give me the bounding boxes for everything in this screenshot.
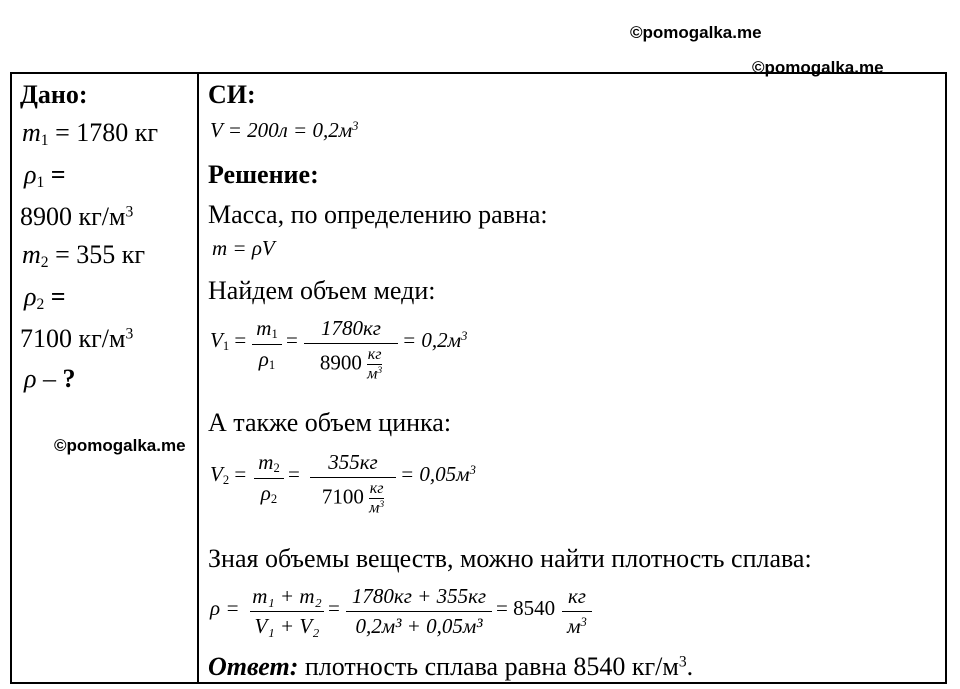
solution-text-copper: Найдем объем меди: (208, 276, 436, 305)
given-question: ρ – ? (24, 364, 76, 393)
formula-v2-frac-values: 355кг 7100 кг $м^3$ (310, 450, 396, 517)
given-rho2-value: 7100 $кг/м^3$ (20, 324, 134, 353)
formula-v1-eq: = (286, 328, 298, 352)
si-title: СИ: (208, 80, 256, 109)
formula-v1-result: = $0,2м^3$ (402, 328, 468, 352)
given-rho1-value: 8900 $кг/м^3$ (20, 202, 134, 231)
formula-density-frac-symbols: m₁ + m₂ V₁ + V₂ (250, 584, 324, 639)
given-rho2: $\rho_2$ = (24, 282, 66, 313)
formula-v2-frac-rho: $m_2$ $\rho_2$ (254, 450, 284, 507)
solution-title: Решение: (208, 160, 319, 189)
watermark-right: ©pomogalka.me (752, 58, 884, 77)
si-conversion: $V = 200л = 0,2м^3$ (210, 118, 359, 142)
formula-density-unit: кг $м^3$ (562, 584, 592, 639)
formula-density-left: ρ = (210, 596, 240, 620)
given-title: Дано: (20, 80, 88, 109)
solution-text-mass: Масса, по определению равна: (208, 200, 548, 229)
answer-line: Ответ: плотность сплава равна 8540 $кг/м^3$. (208, 652, 694, 681)
formula-density-eq: = (328, 596, 340, 620)
solution-table (10, 72, 947, 684)
formula-v1-frac-rho: $m_1$ $\rho_1$ (252, 316, 282, 373)
formula-density-frac-values: 1780кг + 355кг 0,2м³ + 0,05м³ (346, 584, 492, 639)
solution-text-density: Зная объемы веществ, можно найти плотность сплава: (208, 544, 812, 573)
given-rho1: $\rho_1$ = (24, 160, 66, 191)
formula-v2-result: = $0,05м^3$ (400, 462, 476, 486)
formula-density-result: = 8540 (496, 596, 556, 620)
formula-v2-left: $V_2$ = (210, 462, 247, 488)
formula-v1-frac-values: 1780кг 8900 кг $м^3$ (304, 316, 398, 383)
solution-text-zinc: А также объем цинка: (208, 408, 452, 437)
column-divider (197, 74, 199, 682)
watermark-left: ©pomogalka.me (54, 436, 186, 455)
formula-v2-eq: = (288, 462, 300, 486)
watermark-top: ©pomogalka.me (630, 23, 762, 42)
formula-mass: m = ρV (212, 236, 275, 260)
given-m1: $m_1 = 1780$ кг (22, 118, 159, 149)
formula-v1-left: $V_1$ = (210, 328, 247, 354)
given-m2: $m_2 = 355$ кг (22, 240, 146, 271)
